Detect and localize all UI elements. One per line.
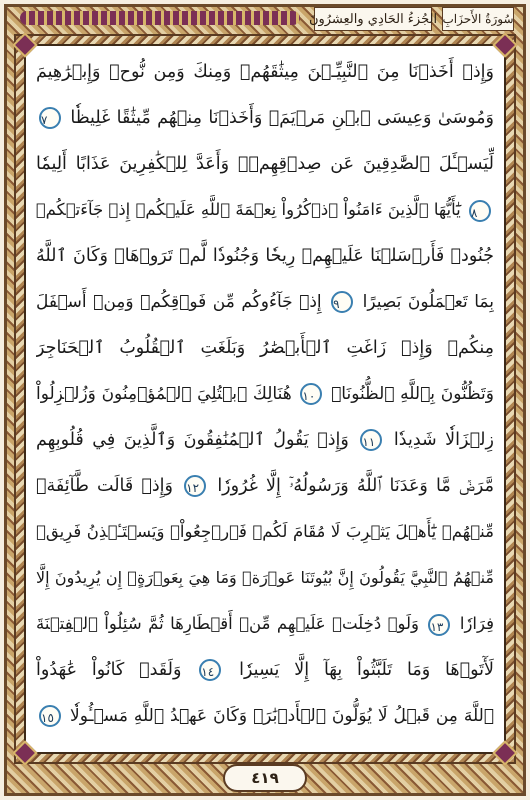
ayah-number-marker: ١٢ bbox=[184, 475, 206, 497]
ayah-number-marker: ٧ bbox=[39, 107, 61, 129]
verse-text: بِمَا تَعۡمَلُونَ بَصِيرًا bbox=[362, 292, 494, 312]
ayah-number-marker: ١٣ bbox=[428, 614, 450, 636]
verse-text: وَإِذۡ قَالَت طَّآئِفَةٞ bbox=[36, 476, 173, 496]
text-line-8 bbox=[36, 376, 494, 412]
juz-title: الجُزءُ الحَادِي والعِشرُونَ bbox=[314, 7, 432, 31]
text-line-3 bbox=[36, 146, 494, 182]
verse-text: يَٰٓأَيُّهَا ٱلَّذِينَ ءَامَنُواْ ٱذۡكُرُواْ نِعۡمَةَ ٱللَّهِ عَلَيۡكُمۡ إِذۡ جَآءَتۡكُمۡ bbox=[36, 200, 461, 219]
verse-text: فِرَارٗا bbox=[459, 614, 494, 633]
ayah-number-marker: ٩ bbox=[331, 291, 353, 313]
text-line-2 bbox=[36, 100, 494, 136]
ayah-number-marker: ١٥ bbox=[39, 705, 61, 727]
text-line-7 bbox=[36, 330, 494, 366]
text-line-13 bbox=[36, 606, 494, 642]
text-line-14 bbox=[36, 652, 494, 688]
verse-text: زِلۡزَالٗا شَدِيدٗا bbox=[393, 430, 494, 450]
verse-text: إِذۡ جَآءُوكُم مِّن فَوۡقِكُمۡ وَمِنۡ أَسۡفَلَ bbox=[36, 292, 322, 312]
text-line-9 bbox=[36, 422, 494, 458]
ayah-number-marker: ٨ bbox=[469, 200, 491, 222]
text-line-4 bbox=[36, 192, 494, 228]
verse-text: وَتَظُنُّونَ بِٱللَّهِ ٱلظُّنُونَا۠ bbox=[331, 384, 494, 404]
verse-text: مِّنۡهُمۡ يَٰٓأَهۡلَ يَثۡرِبَ لَا مُقَامَ لَكُمۡ فَٱرۡجِعُواْۚ وَيَسۡتَـٔۡذِنُ فَرِيقٞ bbox=[36, 522, 494, 541]
verse-text: وَلَقَدۡ كَانُواْ عَٰهَدُواْ bbox=[36, 660, 182, 680]
text-line-5 bbox=[36, 238, 494, 274]
verse-text: وَلَوۡ دُخِلَتۡ عَلَيۡهِم مِّنۡ أَقۡطَارِهَا ثُمَّ سُئِلُواْ ٱلۡفِتۡنَةَ bbox=[36, 614, 420, 633]
page-number: ٤١٩ bbox=[251, 769, 279, 787]
text-line-15 bbox=[36, 698, 494, 734]
verse-text: وَمُوسَىٰ وَعِيسَى ٱبۡنِ مَرۡيَمَۖ وَأَخَذۡنَا مِنۡهُم مِّيثَٰقًا غَلِيظٗا bbox=[70, 108, 494, 128]
verse-text: لِّيَسۡـَٔلَ ٱلصَّٰدِقِينَ عَن صِدۡقِهِمۡۚ وَأَعَدَّ لِلۡكَٰفِرِينَ عَذَابًا أَلِيمٗا bbox=[36, 154, 494, 174]
quran-text-area bbox=[30, 50, 500, 746]
ayah-number-marker: ١٠ bbox=[300, 383, 322, 405]
ayah-number-marker: ١١ bbox=[360, 429, 382, 451]
text-line-6 bbox=[36, 284, 494, 320]
page-number-badge bbox=[223, 764, 307, 792]
text-line-1 bbox=[36, 54, 494, 90]
page-header bbox=[14, 6, 516, 32]
text-line-11 bbox=[36, 514, 494, 550]
verse-text: مِنكُمۡ وَإِذۡ زَاغَتِ ٱلۡأَبۡصَٰرُ وَبَلَغَتِ ٱلۡقُلُوبُ ٱلۡحَنَاجِرَ bbox=[36, 338, 494, 358]
verse-text: مَّرَضٞ مَّا وَعَدَنَا ٱللَّهُ وَرَسُولُهُۥٓ إِلَّا غُرُورٗا bbox=[217, 476, 494, 496]
verse-text: لَأٓتَوۡهَا وَمَا تَلَبَّثُواْ بِهَآ إِلَّا يَسِيرٗا bbox=[239, 660, 494, 680]
text-line-10 bbox=[36, 468, 494, 504]
verse-text: وَإِذۡ أَخَذۡنَا مِنَ ٱلنَّبِيِّـۧنَ مِيثَٰقَهُمۡ وَمِنكَ وَمِن نُّوحٖ وَإِبۡرَٰهِيمَ bbox=[36, 62, 494, 82]
verse-text: ٱللَّهَ مِن قَبۡلُ لَا يُوَلُّونَ ٱلۡأَدۡبَٰرَۚ وَكَانَ عَهۡدُ ٱللَّهِ مَسۡـُٔولٗا bbox=[70, 706, 494, 726]
ayah-number-marker: ١٤ bbox=[199, 659, 221, 681]
verse-text: وَإِذۡ يَقُولُ ٱلۡمُنَٰفِقُونَ وَٱلَّذِينَ فِي قُلُوبِهِم bbox=[36, 430, 349, 450]
verse-text: جُنُودٞ فَأَرۡسَلۡنَا عَلَيۡهِمۡ رِيحٗا وَجُنُودٗا لَّمۡ تَرَوۡهَاۚ وَكَانَ ٱللَّهُ bbox=[36, 246, 494, 266]
text-line-12 bbox=[36, 560, 494, 596]
header-ornament-icon bbox=[20, 11, 300, 25]
verse-text: هُنَالِكَ ٱبۡتُلِيَ ٱلۡمُؤۡمِنُونَ وَزُلۡزِلُواْ bbox=[36, 384, 292, 404]
verse-text: مِّنۡهُمُ ٱلنَّبِيَّ يَقُولُونَ إِنَّ بُيُوتَنَا عَوۡرَةٞ وَمَا هِيَ بِعَوۡرَةٍۖ إِن يُرِيدُونَ إِلَّا bbox=[36, 568, 494, 587]
surah-title: سُورَةُ الأَحزَابِ bbox=[442, 7, 514, 31]
